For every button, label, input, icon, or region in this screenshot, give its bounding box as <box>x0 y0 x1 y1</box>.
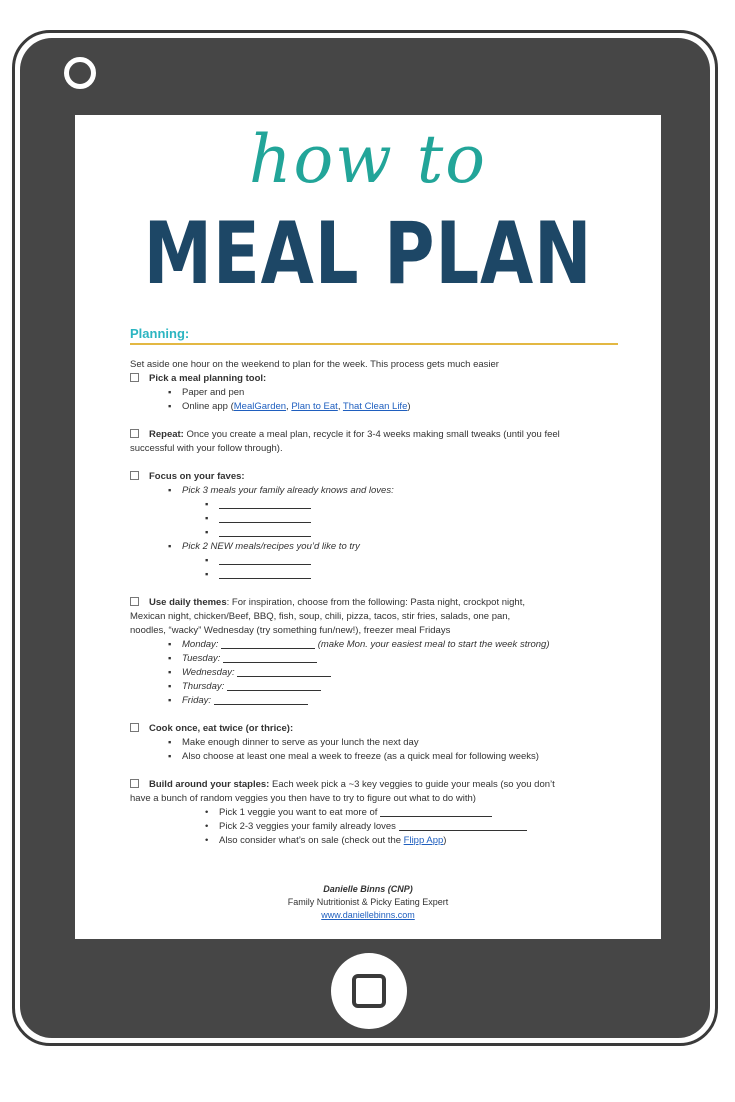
intro-text: Set aside one hour on the weekend to plan for the week. This process gets much easier <box>130 359 499 370</box>
list-item: ▪ Tuesday: <box>130 652 630 666</box>
checklist-item: Build around your staples: Each week pick a ~3 key veggies to guide your meals (so you don’t <box>130 778 630 792</box>
checklist-item: Focus on your faves: <box>130 470 630 484</box>
checklist-item: Pick a meal planning tool: <box>130 372 630 386</box>
list-item: ▪ Pick 3 meals your family already knows and loves: <box>168 485 394 496</box>
checkbox-icon[interactable] <box>130 723 139 732</box>
script-title: how to <box>249 121 487 198</box>
checkbox-icon[interactable] <box>130 779 139 788</box>
home-button[interactable] <box>331 953 407 1029</box>
list-item: ▪ Thursday: <box>130 680 630 694</box>
author-name: Danielle Binns (CNP) <box>323 884 413 894</box>
plan-to-eat-link[interactable]: Plan to Eat <box>291 401 338 412</box>
section-divider <box>130 343 618 345</box>
text-line: successful with your follow through). <box>130 443 283 454</box>
list-item: ▪ Friday: <box>130 694 630 708</box>
text-line: have a bunch of random veggies you then have to try to figure out what to do with) <box>130 793 476 804</box>
author-role: Family Nutritionist & Picky Eating Expert <box>287 897 449 907</box>
footer <box>75 883 661 922</box>
website-link[interactable]: www.daniellebinns.com <box>321 910 415 920</box>
tablet-screen <box>75 115 661 939</box>
home-square-icon <box>352 974 386 1008</box>
list-item: ▪ Monday: (make Mon. your easiest meal to start the week strong) <box>168 639 550 650</box>
that-clean-life-link[interactable]: That Clean Life <box>342 401 408 412</box>
main-title: MEAL PLAN <box>143 204 593 304</box>
blank-line: ▪ <box>130 526 630 540</box>
checklist-item: Cook once, eat twice (or thrice): <box>130 722 630 736</box>
text-line: Mexican night, chicken/Beef, BBQ, fish, soup, chili, pizza, tacos, stir fries, salads, one pan, <box>130 611 511 622</box>
blank-line: ▪ <box>130 512 630 526</box>
list-item: ▪ Make enough dinner to serve as your lunch the next day <box>168 737 419 748</box>
checkbox-icon[interactable] <box>130 429 139 438</box>
camera-icon <box>64 57 96 89</box>
flipp-app-link[interactable]: Flipp App <box>403 835 444 846</box>
list-item: ▪ Paper and pen <box>168 387 245 398</box>
list-item: • Pick 1 veggie you want to eat more of <box>130 806 630 820</box>
checkbox-icon[interactable] <box>130 471 139 480</box>
blank-line: ▪ <box>130 568 630 582</box>
checkbox-icon[interactable] <box>130 373 139 382</box>
blank-line: ▪ <box>130 554 630 568</box>
checkbox-icon[interactable] <box>130 597 139 606</box>
list-item: • Also consider what’s on sale (check out the Flipp App) <box>205 835 447 846</box>
blank-line: ▪ <box>130 498 630 512</box>
section-heading: Planning: <box>130 326 190 341</box>
checklist-item: Use daily themes: For inspiration, choose from the following: Pasta night, crockpot night, <box>130 596 630 610</box>
document-body <box>130 358 630 848</box>
text-line: noodles, “wacky” Wednesday (try something fun/new!), freezer meal Fridays <box>130 625 451 636</box>
mealgarden-link[interactable]: MealGarden <box>233 401 287 412</box>
checklist-item: Repeat: Once you create a meal plan, recycle it for 3-4 weeks making small tweaks (until you feel <box>130 428 630 442</box>
list-item: ▪ Wednesday: <box>130 666 630 680</box>
list-item: • Pick 2-3 veggies your family already loves <box>130 820 630 834</box>
list-item: ▪ Also choose at least one meal a week to freeze (as a quick meal for following weeks) <box>168 751 539 762</box>
list-item: ▪ Pick 2 NEW meals/recipes you’d like to try <box>168 541 360 552</box>
list-item: ▪ Online app (MealGarden, Plan to Eat, That Clean Life) <box>168 401 411 412</box>
